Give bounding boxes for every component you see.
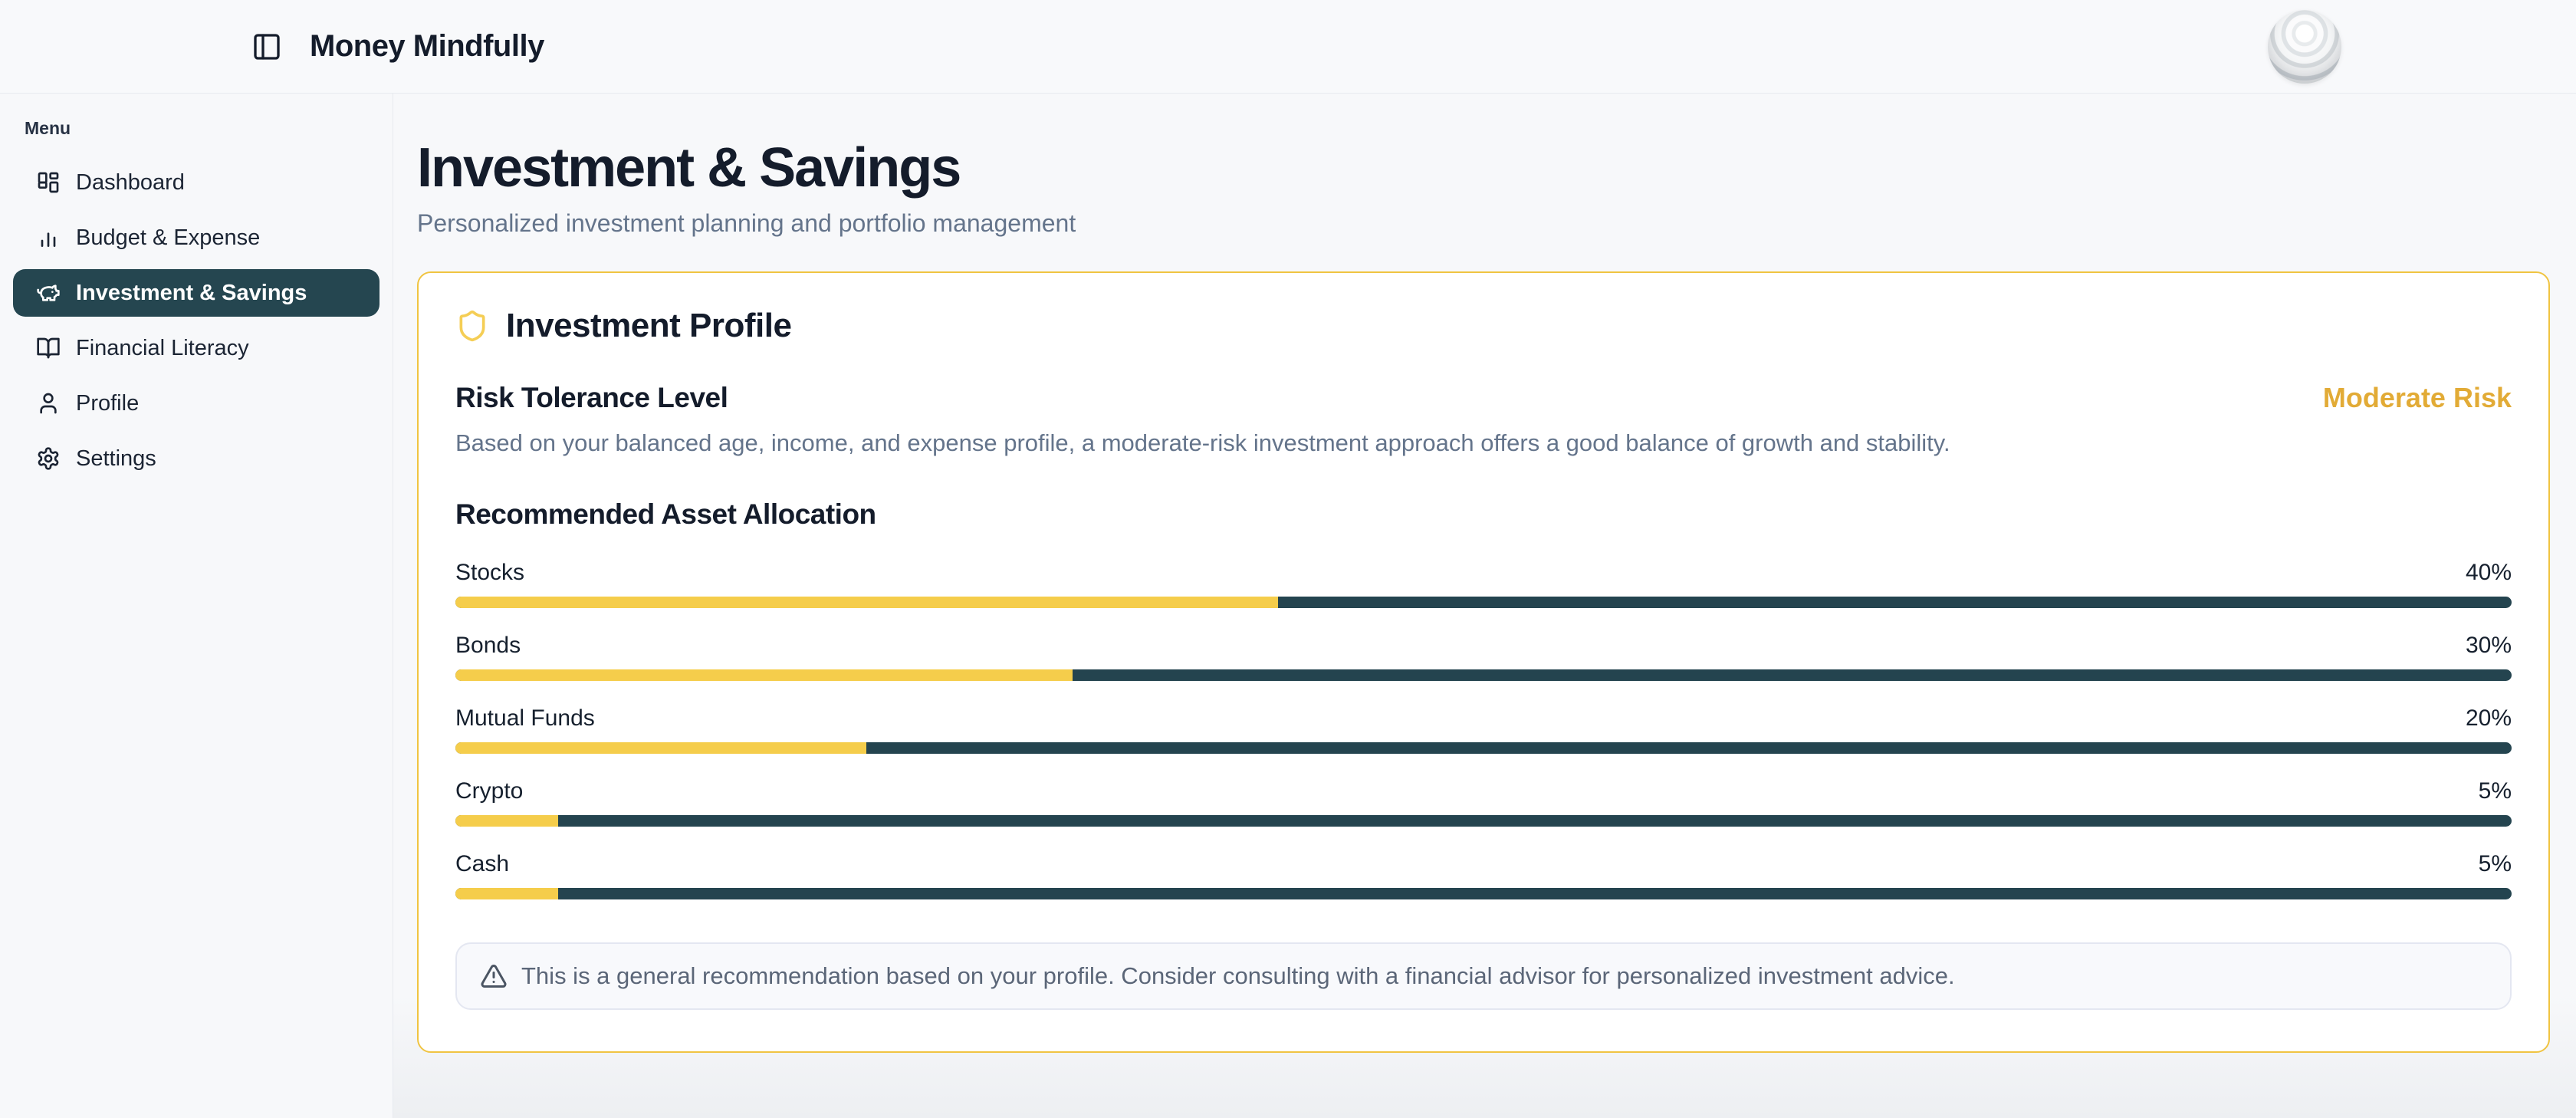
sidebar-item-profile[interactable] (13, 380, 380, 427)
allocation-label: Mutual Funds (455, 705, 595, 732)
sidebar-section-label: Menu (25, 118, 71, 138)
investment-profile-card (417, 271, 2550, 1053)
allocation-bar-fill (455, 888, 558, 899)
risk-level-badge: Moderate Risk (2322, 382, 2512, 414)
allocation-bar-track (455, 888, 2512, 899)
allocation-row-mutual-funds (455, 705, 2512, 754)
disclaimer-text: This is a general recommendation based on your profile. Consider consulting with a financial advisor for personalized investment advice. (521, 962, 1955, 990)
user-icon (36, 391, 61, 416)
allocation-row-stocks (455, 560, 2512, 608)
allocation-bar-fill (455, 669, 1073, 681)
sidebar-toggle-button[interactable] (247, 27, 287, 67)
allocation-label: Cash (455, 851, 510, 877)
sidebar-item-settings[interactable] (13, 435, 380, 482)
sidebar-item-label: Financial Literacy (76, 335, 249, 360)
disclaimer-box (455, 942, 2512, 1010)
allocation-percent: 5% (2478, 851, 2512, 877)
sidebar-item-dashboard[interactable] (13, 159, 380, 206)
allocation-percent: 40% (2465, 560, 2512, 586)
dashboard-icon (36, 170, 61, 195)
allocation-bar-fill (455, 742, 866, 754)
page-title: Investment & Savings (417, 137, 961, 199)
allocation-label: Crypto (455, 778, 524, 804)
allocation-percent: 20% (2465, 705, 2512, 732)
sidebar-item-label: Dashboard (76, 169, 185, 195)
allocation-heading: Recommended Asset Allocation (455, 498, 876, 531)
risk-tolerance-row (455, 382, 2512, 414)
card-header (455, 307, 2512, 345)
main-content (393, 94, 2576, 1118)
top-header (0, 0, 2576, 94)
allocation-label: Bonds (455, 633, 521, 659)
allocation-percent: 5% (2478, 778, 2512, 804)
bar-chart-icon (36, 225, 61, 250)
warning-triangle-icon (480, 962, 508, 990)
allocation-label: Stocks (455, 560, 525, 586)
panel-left-icon (251, 31, 282, 62)
allocation-row-cash (455, 851, 2512, 899)
sidebar-item-label: Budget & Expense (76, 225, 261, 250)
allocation-bar-track (455, 669, 2512, 681)
body-row (0, 94, 2576, 1118)
sidebar-item-label: Profile (76, 390, 140, 416)
allocation-row-crypto (455, 778, 2512, 827)
card-title: Investment Profile (506, 307, 792, 345)
allocation-bar-fill (455, 815, 558, 827)
sidebar-item-investment-savings[interactable] (13, 269, 380, 317)
sidebar-item-label: Settings (76, 446, 156, 471)
allocation-percent: 30% (2465, 633, 2512, 659)
risk-tolerance-heading: Risk Tolerance Level (455, 382, 728, 414)
sidebar (0, 94, 393, 1118)
page-subtitle: Personalized investment planning and portfolio management (417, 209, 1076, 238)
sidebar-item-budget-expense[interactable] (13, 214, 380, 261)
book-open-icon (36, 336, 61, 360)
app-title: Money Mindfully (310, 29, 544, 63)
sidebar-item-financial-literacy[interactable] (13, 324, 380, 372)
avatar[interactable] (2268, 10, 2341, 84)
allocation-bar-track (455, 742, 2512, 754)
shield-icon (455, 309, 489, 343)
sidebar-item-label: Investment & Savings (76, 280, 307, 305)
risk-description: Based on your balanced age, income, and expense profile, a moderate-risk investment approach offers a good balance of growth and stability. (455, 429, 1950, 457)
gear-icon (36, 446, 61, 471)
piggy-bank-icon (36, 281, 61, 305)
allocation-bar-track (455, 597, 2512, 608)
allocation-bar-fill (455, 597, 1278, 608)
allocation-row-bonds (455, 633, 2512, 681)
allocation-bar-track (455, 815, 2512, 827)
